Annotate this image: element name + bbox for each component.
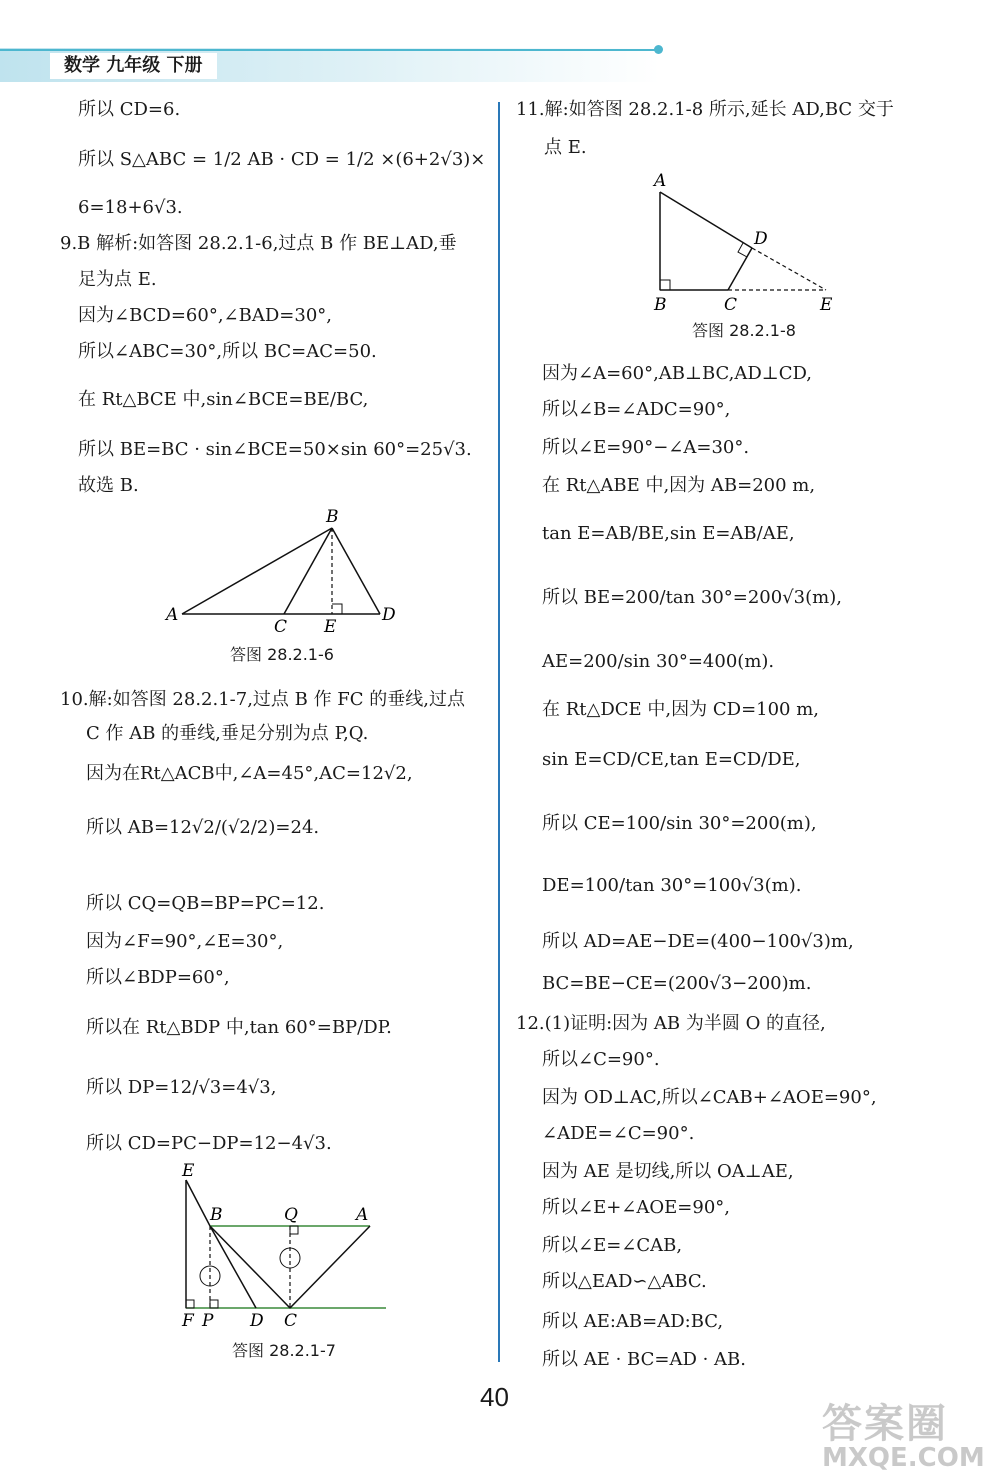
- right-angle-mark: [660, 280, 670, 290]
- text-line: 所以 CD=PC−DP=12−4√3.: [86, 1133, 332, 1154]
- segment-BD: [332, 528, 380, 614]
- text-line: 所以 DP=12/√3=4√3,: [86, 1077, 277, 1098]
- header-rule: [0, 49, 658, 51]
- text-line: 因为 OD⊥AC,所以∠CAB+∠AOE=90°,: [542, 1087, 877, 1108]
- label-E: E: [182, 1162, 195, 1181]
- figure-28-2-1-7: [176, 1162, 396, 1334]
- text-line: 所以 CD=6.: [78, 99, 181, 120]
- text-line: 因为在Rt△ACB中,∠A=45°,AC=12√2,: [86, 763, 413, 784]
- text-line: 所以∠E=∠CAB,: [542, 1235, 683, 1256]
- question-11: 11.解:如答图 28.2.1-8 所示,延长 AD,BC 交于: [516, 99, 894, 120]
- label-B: B: [210, 1205, 223, 1225]
- text-line: 所以△EAD∽△ABC.: [542, 1271, 707, 1292]
- text-line: 故选 B.: [78, 475, 139, 496]
- segment-AC: [290, 1226, 370, 1308]
- label-C: C: [274, 617, 288, 636]
- segment-EB: [186, 1180, 210, 1226]
- question-9: 9.B 解析:如答图 28.2.1-6,过点 B 作 BE⊥AD,垂: [60, 233, 457, 254]
- text-line: 因为 AE 是切线,所以 OA⊥AE,: [542, 1161, 794, 1182]
- header-dot: [654, 45, 663, 54]
- page-number: 40: [480, 1382, 509, 1412]
- right-angle-mark: [332, 604, 342, 614]
- text-line: 所以在 Rt△BDP 中,tan 60°=BP/DP.: [86, 1017, 392, 1038]
- right-angle-mark: [186, 1300, 194, 1308]
- text-line: 在 Rt△BCE 中,sin∠BCE=BE/BC,: [78, 389, 369, 410]
- text-line: sin E=CD/CE,tan E=CD/DE,: [542, 749, 801, 770]
- question-12: 12.(1)证明:因为 AB 为半圆 O 的直径,: [516, 1013, 826, 1034]
- text-line: 所以 BE=BC · sin∠BCE=50×sin 60°=25√3.: [78, 439, 472, 460]
- segment-BC: [210, 1226, 290, 1308]
- label-D: D: [754, 229, 768, 249]
- text-line: 因为∠F=90°,∠E=30°,: [86, 931, 284, 952]
- text-line: 所以∠B=∠ADC=90°,: [542, 399, 731, 420]
- label-A: A: [356, 1205, 369, 1225]
- text-line: 所以∠ABC=30°,所以 BC=AC=50.: [78, 341, 377, 362]
- watermark-logo-text: 答案圈: [822, 1401, 948, 1447]
- label-Q: Q: [284, 1205, 298, 1225]
- column-divider: [498, 102, 500, 1362]
- text-line: 所以 BE=200/tan 30°=200√3(m),: [542, 587, 842, 608]
- label-B: B: [654, 295, 667, 315]
- text-line: 所以 AB=12√2/(√2/2)=24.: [86, 817, 320, 838]
- text-line: 所以 AE · BC=AD · AB.: [542, 1349, 746, 1370]
- text-line: 因为∠A=60°,AB⊥BC,AD⊥CD,: [542, 363, 812, 384]
- text-line: BC=BE−CE=(200√3−200)m.: [542, 973, 812, 994]
- text-line: 点 E.: [544, 137, 587, 158]
- text-line: 因为∠BCD=60°,∠BAD=30°,: [78, 305, 333, 326]
- label-C: C: [284, 1311, 298, 1331]
- text-line: 所以∠BDP=60°,: [86, 967, 230, 988]
- label-C: C: [724, 295, 738, 315]
- text-line: tan E=AB/BE,sin E=AB/AE,: [542, 523, 795, 544]
- text-line: 在 Rt△DCE 中,因为 CD=100 m,: [542, 699, 820, 720]
- text-line: 所以 S△ABC = 1/2 AB · CD = 1/2 ×(6+2√3)×: [78, 149, 486, 170]
- text-line: 所以 AE:AB=AD:BC,: [542, 1311, 724, 1332]
- running-header: 数学 九年级 下册: [50, 53, 217, 79]
- label-E: E: [820, 295, 833, 315]
- label-D: D: [382, 605, 396, 625]
- text-line: 足为点 E.: [78, 269, 157, 290]
- figure-28-2-1-8: [640, 170, 840, 320]
- text-line: 所以∠E=90°−∠A=30°.: [542, 437, 750, 458]
- label-P: P: [202, 1311, 214, 1331]
- label-D: D: [250, 1311, 264, 1331]
- right-angle-mark: [210, 1300, 218, 1308]
- text-line: 6=18+6√3.: [78, 197, 183, 218]
- label-A: A: [654, 171, 667, 191]
- segment-AB: [182, 528, 332, 614]
- right-angle-mark: [290, 1226, 298, 1234]
- text-line: ∠ADE=∠C=90°.: [542, 1123, 695, 1144]
- text-line: C 作 AB 的垂线,垂足分别为点 P,Q.: [86, 723, 369, 744]
- extension-DE: [752, 248, 826, 290]
- text-line: 所以 AD=AE−DE=(400−100√3)m,: [542, 931, 854, 952]
- question-10: 10.解:如答图 28.2.1-7,过点 B 作 FC 的垂线,过点: [60, 689, 466, 710]
- figure-caption: 答图 28.2.1-6: [230, 645, 334, 664]
- segment-AD: [660, 192, 752, 248]
- figure-28-2-1-6: [160, 506, 410, 636]
- label-F: F: [182, 1311, 194, 1331]
- label-A: A: [166, 605, 179, 625]
- text-line: 所以∠C=90°.: [542, 1049, 660, 1070]
- watermark: [822, 1392, 985, 1473]
- text-line: 所以 CE=100/sin 30°=200(m),: [542, 813, 817, 834]
- watermark-url: MXQE.COM: [822, 1443, 985, 1473]
- label-B: B: [326, 507, 339, 527]
- text-line: 在 Rt△ABE 中,因为 AB=200 m,: [542, 475, 816, 496]
- segment-DC: [728, 248, 752, 290]
- figure-caption: 答图 28.2.1-8: [692, 321, 796, 340]
- text-line: 所以∠E+∠AOE=90°,: [542, 1197, 730, 1218]
- figure-caption: 答图 28.2.1-7: [232, 1341, 336, 1360]
- label-E: E: [324, 617, 337, 636]
- text-line: 所以 CQ=QB=BP=PC=12.: [86, 893, 325, 914]
- right-angle-mark: [738, 243, 747, 257]
- text-line: DE=100/tan 30°=100√3(m).: [542, 875, 802, 896]
- text-line: AE=200/sin 30°=400(m).: [542, 651, 775, 672]
